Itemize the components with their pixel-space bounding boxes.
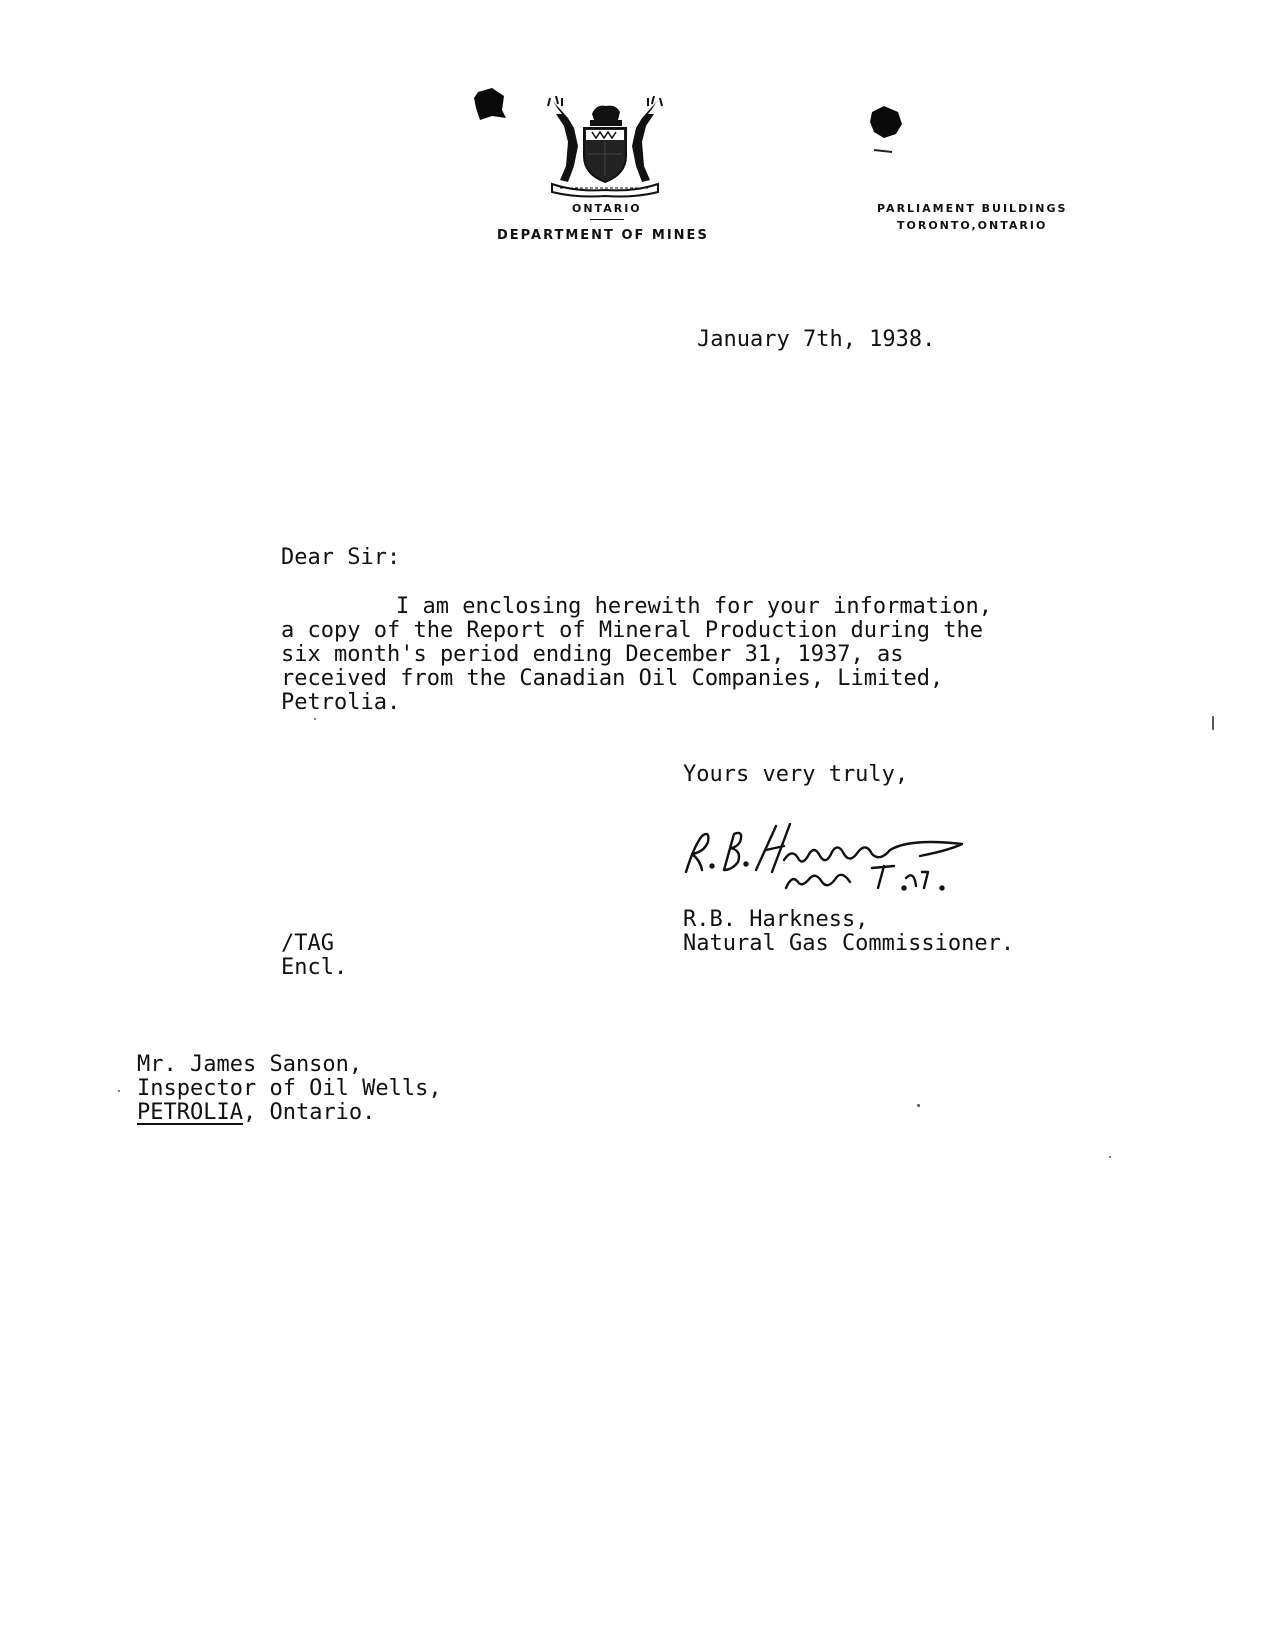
speck xyxy=(1212,716,1214,730)
handwritten-signature xyxy=(680,816,980,896)
recipient-name: Mr. James Sanson, xyxy=(137,1052,363,1077)
body-line: Petrolia. xyxy=(281,690,401,715)
signer-name: R.B. Harkness, xyxy=(683,907,869,932)
signer-title: Natural Gas Commissioner. xyxy=(683,931,1015,956)
ontario-coat-of-arms-icon xyxy=(546,96,664,198)
closing: Yours very truly, xyxy=(683,762,909,787)
enclosure-note: Encl. xyxy=(281,955,348,980)
letterhead-address-line-1: PARLIAMENT BUILDINGS xyxy=(877,202,1068,215)
letterhead-address-line-2: TORONTO,ONTARIO xyxy=(897,219,1048,232)
recipient-title: Inspector of Oil Wells, xyxy=(137,1076,442,1101)
letterhead-department: DEPARTMENT OF MINES xyxy=(497,228,709,243)
body-line: I am enclosing herewith for your information, xyxy=(396,594,993,619)
salutation: Dear Sir: xyxy=(281,545,401,570)
ink-blot-right xyxy=(866,104,906,156)
recipient-city: PETROLIA xyxy=(137,1100,243,1125)
recipient-address xyxy=(137,1100,375,1125)
body-line: a copy of the Report of Mineral Production during the xyxy=(281,618,983,643)
speck xyxy=(314,718,316,720)
letterhead-divider xyxy=(590,219,624,220)
recipient-city-suffix: , Ontario. xyxy=(242,1100,376,1125)
speck xyxy=(917,1104,920,1107)
speck xyxy=(118,1090,120,1092)
typist-initials: /TAG xyxy=(281,931,334,956)
body-line: received from the Canadian Oil Companies, Limited, xyxy=(281,666,944,691)
ink-blot-left xyxy=(472,86,508,122)
letter-date: January 7th, 1938. xyxy=(697,327,936,352)
letterhead-province: ONTARIO xyxy=(572,202,642,215)
body-line: six month's period ending December 31, 1937, as xyxy=(281,642,904,667)
speck xyxy=(1109,1156,1111,1158)
